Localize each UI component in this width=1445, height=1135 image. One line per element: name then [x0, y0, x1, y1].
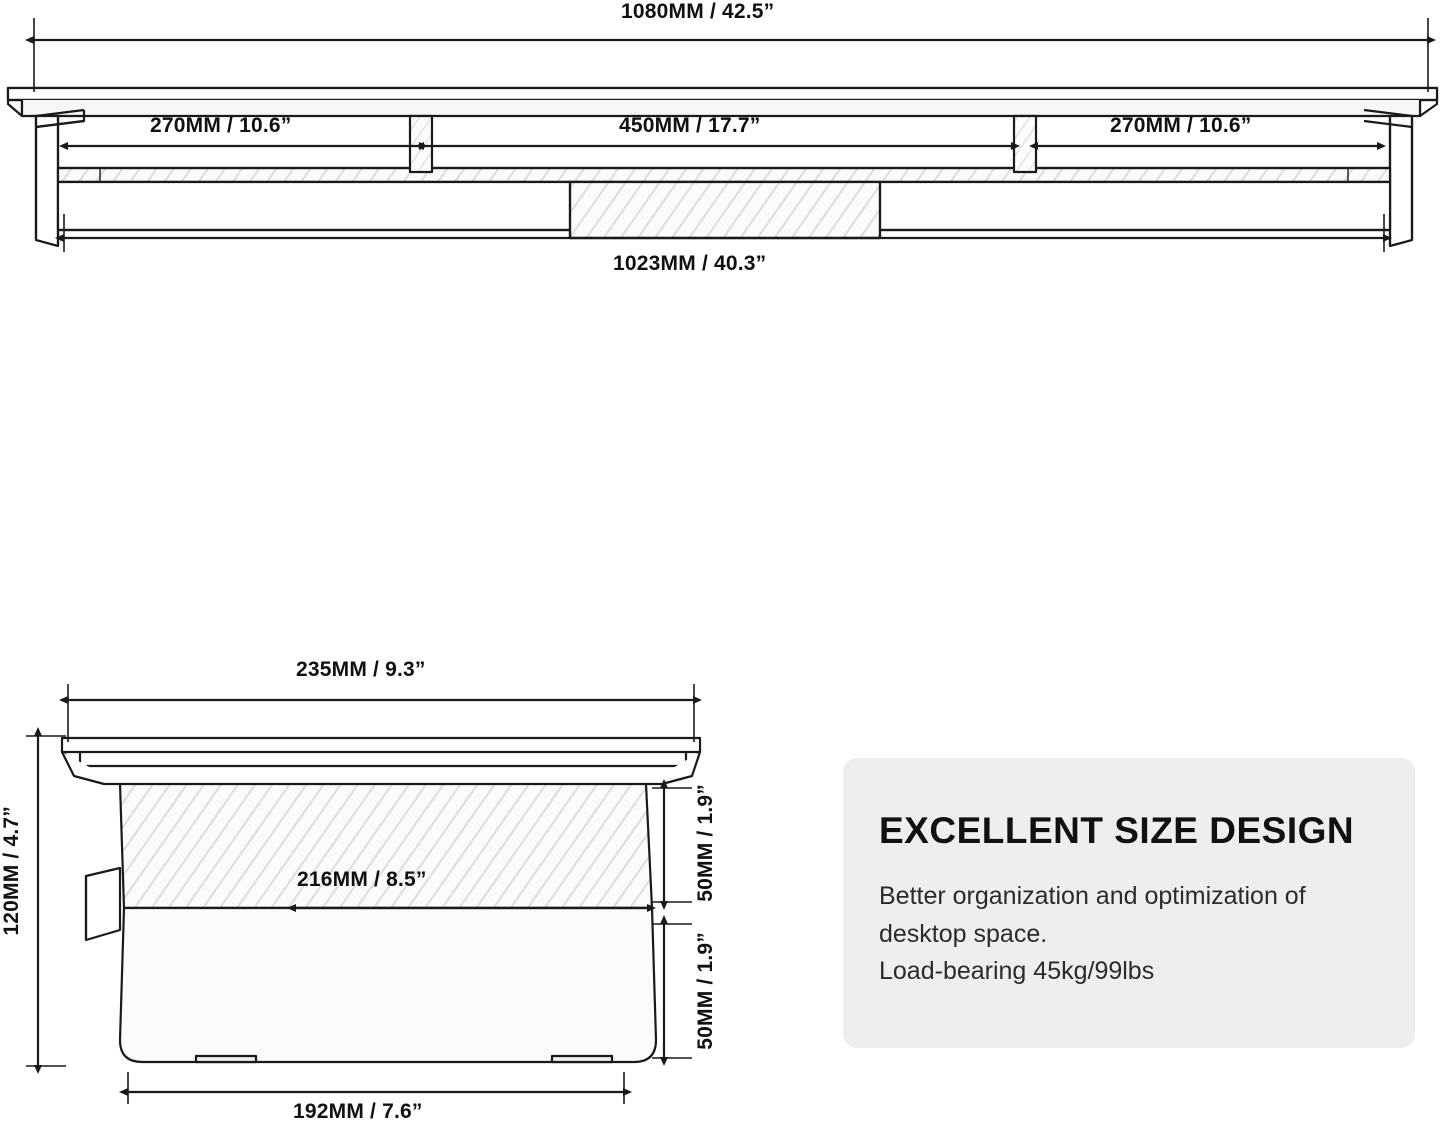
dim-label-base-width: 1023MM / 40.3”: [613, 252, 767, 275]
info-card-line-2: desktop space.: [879, 919, 1048, 948]
dim-label-overall-top-width: 1080MM / 42.5”: [621, 0, 775, 23]
dim-label-left-bay-width: 270MM / 10.6”: [150, 114, 292, 137]
dim-label-lower-gap-height: 50MM / 1.9”: [694, 932, 717, 1050]
dim-label-center-bay-width: 450MM / 17.7”: [619, 114, 761, 137]
dim-label-upper-gap-height: 50MM / 1.9”: [694, 784, 717, 902]
dim-label-inner-depth: 216MM / 8.5”: [297, 868, 427, 891]
info-card-line-1: Better organization and optimization of: [879, 882, 1306, 910]
dim-label-base-depth: 192MM / 7.6”: [293, 1100, 423, 1123]
info-card: [843, 758, 1415, 1048]
side-view-geometry: [62, 738, 700, 1062]
front-view-geometry: [8, 88, 1437, 246]
dim-label-top-depth: 235MM / 9.3”: [296, 658, 426, 681]
dim-label-right-bay-width: 270MM / 10.6”: [1110, 114, 1252, 137]
info-card-line-3: Load-bearing 45kg/99lbs: [879, 957, 1155, 985]
dim-label-total-height: 120MM / 4.7”: [0, 806, 23, 936]
info-card-heading: EXCELLENT SIZE DESIGN: [879, 810, 1355, 851]
